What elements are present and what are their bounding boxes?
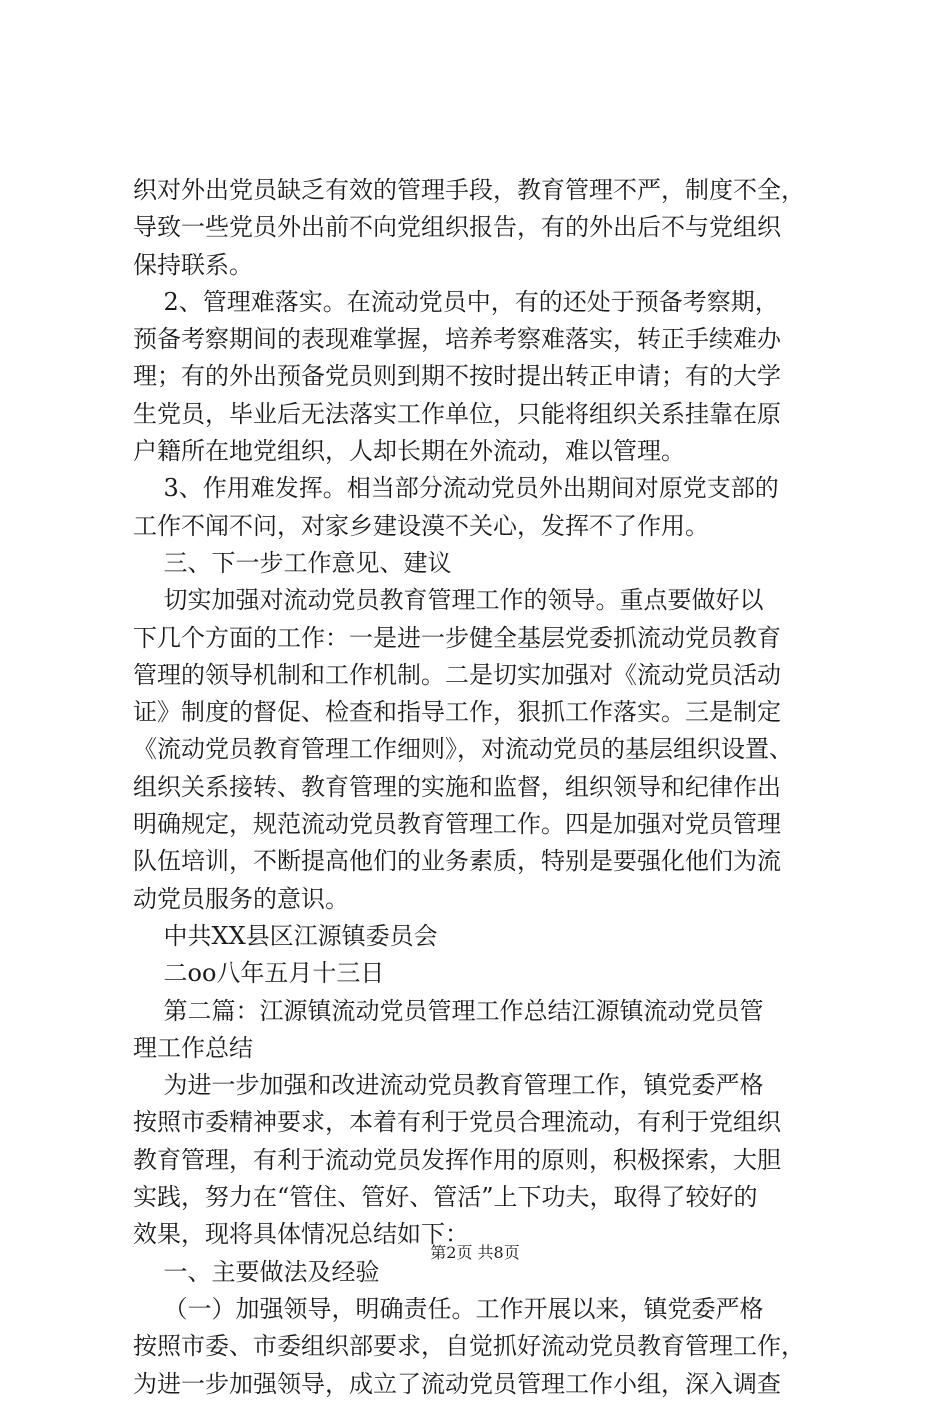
text-line: 效果，现将具体情况总结如下： <box>133 1220 469 1249</box>
text-line: 证》制度的督促、检查和指导工作，狠抓工作落实。三是制定 <box>133 698 781 727</box>
text-line: 动党员服务的意识。 <box>133 884 349 913</box>
text-line: 一、主要做法及经验 <box>133 1257 380 1286</box>
text-line: 中共XX县区江源镇委员会 <box>133 921 438 950</box>
page-footer: 第2页 共8页 <box>430 1243 520 1262</box>
text-line: 为进一步加强和改进流动党员教育管理工作，镇党委严格 <box>133 1071 764 1100</box>
text-line: 3、作用难发挥。相当部分流动党员外出期间对原党支部的 <box>133 474 779 503</box>
text-line: 理；有的外出预备党员则到期不按时提出转正申请；有的大学 <box>133 362 781 391</box>
text-line: 2、管理难落实。在流动党员中，有的还处于预备考察期， <box>133 287 779 316</box>
text-line: 按照市委精神要求，本着有利于党员合理流动，有利于党组织 <box>133 1108 781 1137</box>
text-line: 按照市委、市委组织部要求，自觉抓好流动党员教育管理工作， <box>133 1332 805 1361</box>
text-line: 保持联系。 <box>133 250 253 279</box>
text-line: 工作不闻不问，对家乡建设漠不关心，发挥不了作用。 <box>133 511 709 540</box>
text-line: 实践，努力在“管住、管好、管活”上下功夫，取得了较好的 <box>133 1183 758 1212</box>
text-line: 队伍培训，不断提高他们的业务素质，特别是要强化他们为流 <box>133 847 781 876</box>
text-line: 导致一些党员外出前不向党组织报告，有的外出后不与党组织 <box>133 213 781 242</box>
text-line: 组织关系接转、教育管理的实施和监督，组织领导和纪律作出 <box>133 772 781 801</box>
text-line: 二oo八年五月十三日 <box>133 959 385 988</box>
text-line: 下几个方面的工作：一是进一步健全基层党委抓流动党员教育 <box>133 623 781 652</box>
text-line: 生党员，毕业后无法落实工作单位，只能将组织关系挂靠在原 <box>133 399 781 428</box>
text-line: 第二篇：江源镇流动党员管理工作总结江源镇流动党员管 <box>133 996 764 1025</box>
text-line: 切实加强对流动党员教育管理工作的领导。重点要做好以 <box>133 586 764 615</box>
text-line: 管理的领导机制和工作机制。二是切实加强对《流动党员活动 <box>133 660 781 689</box>
text-line: 理工作总结 <box>133 1033 253 1062</box>
text-line: 三、下一步工作意见、建议 <box>133 548 452 577</box>
text-line: 教育管理，有利于流动党员发挥作用的原则，积极探索，大胆 <box>133 1145 781 1174</box>
text-line: 预备考察期间的表现难掌握，培养考察难落实，转正手续难办 <box>133 325 781 354</box>
document-body <box>133 172 833 1403</box>
text-line: （一）加强领导，明确责任。工作开展以来，镇党委严格 <box>133 1294 764 1323</box>
text-line: 明确规定，规范流动党员教育管理工作。四是加强对党员管理 <box>133 810 781 839</box>
text-line: 织对外出党员缺乏有效的管理手段，教育管理不严，制度不全， <box>133 176 805 204</box>
text-line: 户籍所在地党组织，人却长期在外流动，难以管理。 <box>133 437 685 466</box>
text-line: 《流动党员教育管理工作细则》，对流动党员的基层组织设置、 <box>133 735 793 764</box>
text-line: 为进一步加强领导，成立了流动党员管理工作小组，深入调查 <box>133 1369 781 1398</box>
